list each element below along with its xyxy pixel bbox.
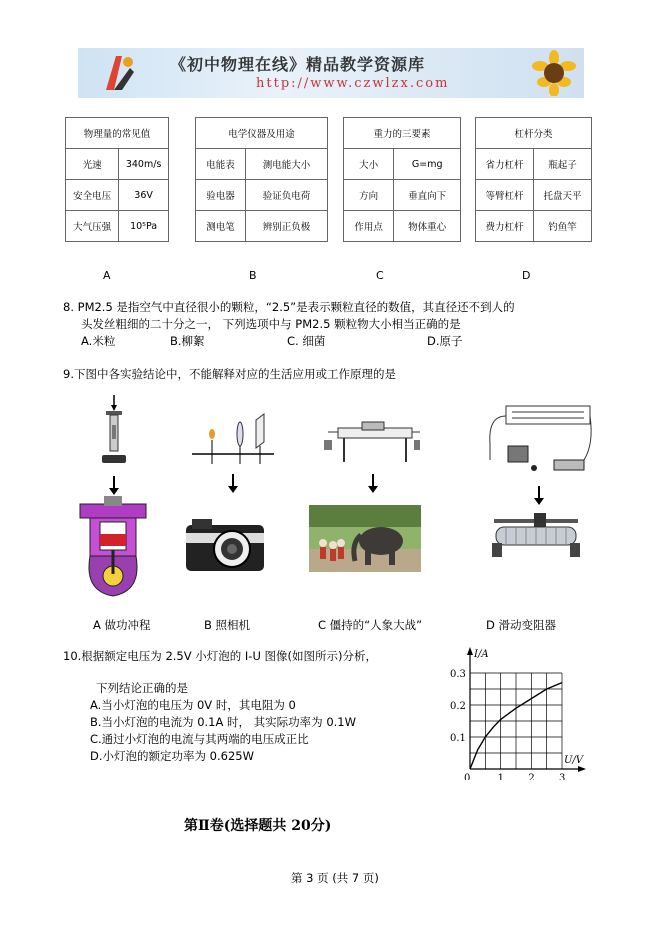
- q8-line1: 8. PM2.5 是指空气中直径很小的颗粒，“2.5”是表示颗粒直径的数值，其直径还不到人的: [63, 300, 515, 314]
- table-cell: G=mg: [394, 149, 461, 180]
- q10-option-d: D.小灯泡的额定功率为 0.625W: [90, 749, 254, 763]
- x-tick-label: 2: [528, 773, 535, 780]
- q8-option-b: B.柳絮: [170, 334, 205, 348]
- table-cell: 钓鱼竿: [534, 211, 592, 242]
- q9-label-c: C 僵持的“人象大战”: [318, 618, 423, 632]
- table-cell: 测电笔: [196, 211, 246, 242]
- table-cell: 测电能大小: [245, 149, 327, 180]
- table-cell: 大小: [344, 149, 394, 180]
- q9-stem: 9.下图中各实验结论中，不能解释对应的生活应用或工作原理的是: [63, 367, 396, 381]
- table-cell: 验证负电荷: [245, 180, 327, 211]
- table-cell: 垂直向下: [394, 180, 461, 211]
- y-tick-label: 0.2: [450, 701, 466, 712]
- arrow-a: [113, 476, 115, 489]
- table-cell: 托盘天平: [534, 180, 592, 211]
- table-cell: 等臂杠杆: [476, 180, 534, 211]
- banner-url: http://www.czwlzx.com: [256, 76, 450, 91]
- friction-bench-icon: [322, 418, 422, 468]
- table-cell: 费力杠杆: [476, 211, 534, 242]
- header-banner: [78, 48, 584, 98]
- table-cell: 作用点: [344, 211, 394, 242]
- option-label-a: A: [103, 269, 111, 282]
- table-cell: 省力杠杆: [476, 149, 534, 180]
- x-tick-label: 3: [559, 773, 566, 780]
- option-label-c: C: [376, 269, 384, 282]
- y-tick-label: 0.3: [450, 669, 466, 680]
- table-cell: 瓶起子: [534, 149, 592, 180]
- q10-option-a: A.当小灯泡的电压为 0V 时，其电阻为 0: [90, 698, 296, 712]
- option-label-d: D: [522, 269, 531, 282]
- section-title: 第Ⅱ卷(选择题共 20分): [184, 818, 332, 834]
- sunflower-icon: [524, 50, 578, 96]
- table-cell: 方向: [344, 180, 394, 211]
- engine-stroke-icon: [74, 496, 152, 601]
- table-d: [475, 117, 592, 242]
- table-c: [343, 117, 461, 242]
- q8-option-a: A.米粒: [81, 334, 116, 348]
- table-cell: 验电器: [196, 180, 246, 211]
- iu-chart: [448, 645, 588, 780]
- table-b-header: 电学仪器及用途: [196, 118, 328, 149]
- banner-title: 《初中物理在线》精品教学资源库: [170, 55, 426, 74]
- camera-icon: [184, 515, 266, 575]
- tug-of-war-photo: [309, 505, 421, 572]
- fire-syringe-icon: [98, 395, 130, 470]
- y-axis-arrow: [467, 647, 473, 655]
- table-b: [195, 117, 328, 242]
- q9-label-b: B 照相机: [204, 618, 251, 632]
- q10-sub: 下列结论正确的是: [96, 681, 188, 695]
- q9-label-a: A 做功冲程: [93, 618, 151, 632]
- x-axis-label: U/V: [564, 755, 584, 766]
- y-axis-label: I/A: [474, 649, 489, 660]
- q10-option-c: C.通过小灯泡的电流与其两端的电压成正比: [90, 732, 309, 746]
- q8-line2: 头发丝粗细的二十分之一， 下列选项中与 PM2.5 颗粒物大小相当正确的是: [81, 317, 461, 331]
- q8-option-d: D.原子: [427, 334, 463, 348]
- y-tick-label: 0.1: [450, 733, 466, 744]
- rheostat-icon: [490, 513, 582, 559]
- q10-stem: 10.根据额定电压为 2.5V 小灯泡的 I-U 图像(如图所示)分析，: [63, 649, 377, 663]
- arrow-c: [372, 474, 374, 487]
- optical-bench-icon: [192, 412, 274, 468]
- table-cell: 电能表: [196, 149, 246, 180]
- x-tick-label: 1: [497, 773, 505, 780]
- table-a-header: 物理量的常见值: [66, 118, 169, 149]
- table-d-header: 杠杆分类: [476, 118, 592, 149]
- table-cell: 大气压强: [66, 211, 119, 242]
- arrow-d: [538, 486, 540, 499]
- logo-icon: [100, 54, 136, 92]
- x-axis-arrow: [578, 766, 586, 772]
- table-cell: 340m/s: [119, 149, 169, 180]
- table-a: [65, 117, 169, 242]
- table-cell: 物体重心: [394, 211, 461, 242]
- table-cell: 光速: [66, 149, 119, 180]
- table-c-header: 重力的三要素: [344, 118, 461, 149]
- option-label-b: B: [249, 269, 257, 282]
- arrow-b: [232, 474, 234, 487]
- x-tick-label: 0: [464, 773, 471, 780]
- table-cell: 辨别正负极: [245, 211, 327, 242]
- q10-option-b: B.当小灯泡的电流为 0.1A 时， 其实际功率为 0.1W: [90, 715, 356, 729]
- table-cell: 安全电压: [66, 180, 119, 211]
- table-cell: 10⁵Pa: [119, 211, 169, 242]
- table-cell: 36V: [119, 180, 169, 211]
- q8-option-c: C. 细菌: [287, 334, 326, 348]
- page-footer: 第 3 页 (共 7 页): [291, 871, 379, 885]
- circuit-icon: [484, 404, 596, 478]
- q9-label-d: D 滑动变阻器: [486, 618, 557, 632]
